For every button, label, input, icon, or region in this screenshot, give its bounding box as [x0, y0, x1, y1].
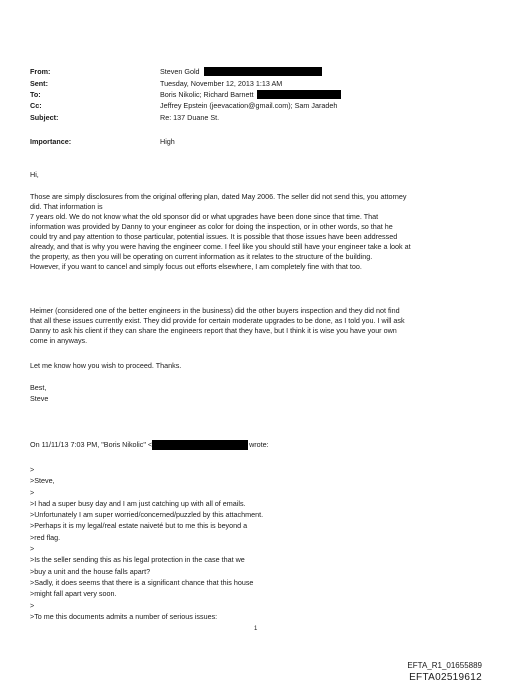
quoted-lines	[30, 464, 263, 622]
paragraph-line: come in anyways.	[30, 336, 88, 345]
signature: Steve	[30, 394, 49, 403]
greeting: Hi,	[30, 170, 39, 179]
redaction-bar	[204, 67, 322, 76]
paragraph-line: 7 years old. We do not know what the old sponsor did or what upgrades have been done since that time. That	[30, 212, 379, 221]
paragraph-line: the property, as then you will be operating on current information as it relates to the structure of the building.	[30, 252, 373, 261]
to-names: Boris Nikolic; Richard Barnett	[160, 90, 254, 99]
paragraph-line: did. That information is	[30, 202, 103, 211]
page-number: 1	[254, 626, 258, 632]
cc-label: Cc:	[30, 101, 42, 110]
quoted-intro-text: On 11/11/13 7:03 PM, "Boris Nikolic" <	[30, 440, 153, 449]
from-value	[160, 67, 322, 76]
paragraph-3: Let me know how you wish to proceed. Thanks.	[30, 361, 182, 370]
subject-label: Subject:	[30, 113, 59, 122]
paragraph-line: information was provided by Danny to your engineer as color for doing the inspection, or in other words, so that he	[30, 222, 393, 231]
quoted-line: >Steve,	[30, 476, 55, 486]
quoted-intro-wrote: wrote:	[249, 440, 269, 449]
paragraph-line: could try and pay attention to those particular, potential issues. It is possible that those issues have been addressed	[30, 232, 398, 241]
quoted-line: >	[30, 487, 35, 497]
quoted-line: >	[30, 465, 35, 474]
quoted-line: >	[30, 544, 35, 554]
quoted-line: >buy a unit and the house falls apart?	[30, 566, 151, 576]
from-name: Steven Gold	[160, 67, 200, 76]
quoted-line: >I had a super busy day and I am just catching up with all of emails.	[30, 498, 246, 508]
quoted-line: >Sadly, it does seems that there is a significant chance that this house	[30, 577, 254, 587]
quoted-line: >red flag.	[30, 532, 61, 542]
paragraph-line: that all these issues currently exist. They did provide for certain moderate upgrades to be done, as I told you. I will ask	[30, 316, 405, 325]
paragraph-1	[30, 192, 485, 272]
quoted-line: >To me this documents admits a number of serious issues:	[30, 611, 218, 621]
efta-document-id: EFTA02519612	[409, 672, 482, 683]
efta-r1-label: EFTA_R1_01655889	[407, 661, 482, 670]
paragraph-line: However, if you want to cancel and simply focus out efforts elsewhere, I am completely fine with that too.	[30, 262, 362, 271]
quoted-line: >Perhaps it is my legal/real estate naiveté but to me this is beyond a	[30, 521, 248, 531]
importance-label: Importance:	[30, 137, 72, 146]
paragraph-2	[30, 306, 485, 346]
redaction-bar	[152, 440, 248, 450]
to-value	[160, 90, 341, 99]
quoted-line: >Is the seller sending this as his legal protection in the case that we	[30, 555, 245, 565]
paragraph-line: already, and that is why you were having the engineer come. I feel like you should still have your engineer take a look at	[30, 242, 411, 251]
paragraph-line: Heimer (considered one of the better engineers in the business) did the other buyers inspection and they did not find	[30, 306, 400, 315]
quoted-line: >might fall apart very soon.	[30, 589, 117, 599]
from-label: From:	[30, 67, 51, 76]
paragraph-line: Danny to ask his client if they can share the engineers report that they have, but I think it is wise you have your own	[30, 326, 397, 335]
sent-label: Sent:	[30, 79, 48, 88]
quoted-line: >Unfortunately I am super worried/concerned/puzzled by this attachment.	[30, 510, 264, 520]
sent-value: Tuesday, November 12, 2013 1:13 AM	[160, 79, 283, 88]
importance-value: High	[160, 137, 175, 146]
paragraph-line: Those are simply disclosures from the original offering plan, dated May 2006. The seller did not send this, you attorney	[30, 192, 407, 201]
quoted-intro	[30, 440, 269, 450]
subject-value: Re: 137 Duane St.	[160, 113, 220, 122]
redaction-bar	[257, 90, 341, 99]
cc-value: Jeffrey Epstein (jeevacation@gmail.com); Sam Jaradeh	[160, 101, 338, 110]
closing: Best,	[30, 383, 47, 392]
to-label: To:	[30, 90, 41, 99]
quoted-line: >	[30, 600, 35, 610]
